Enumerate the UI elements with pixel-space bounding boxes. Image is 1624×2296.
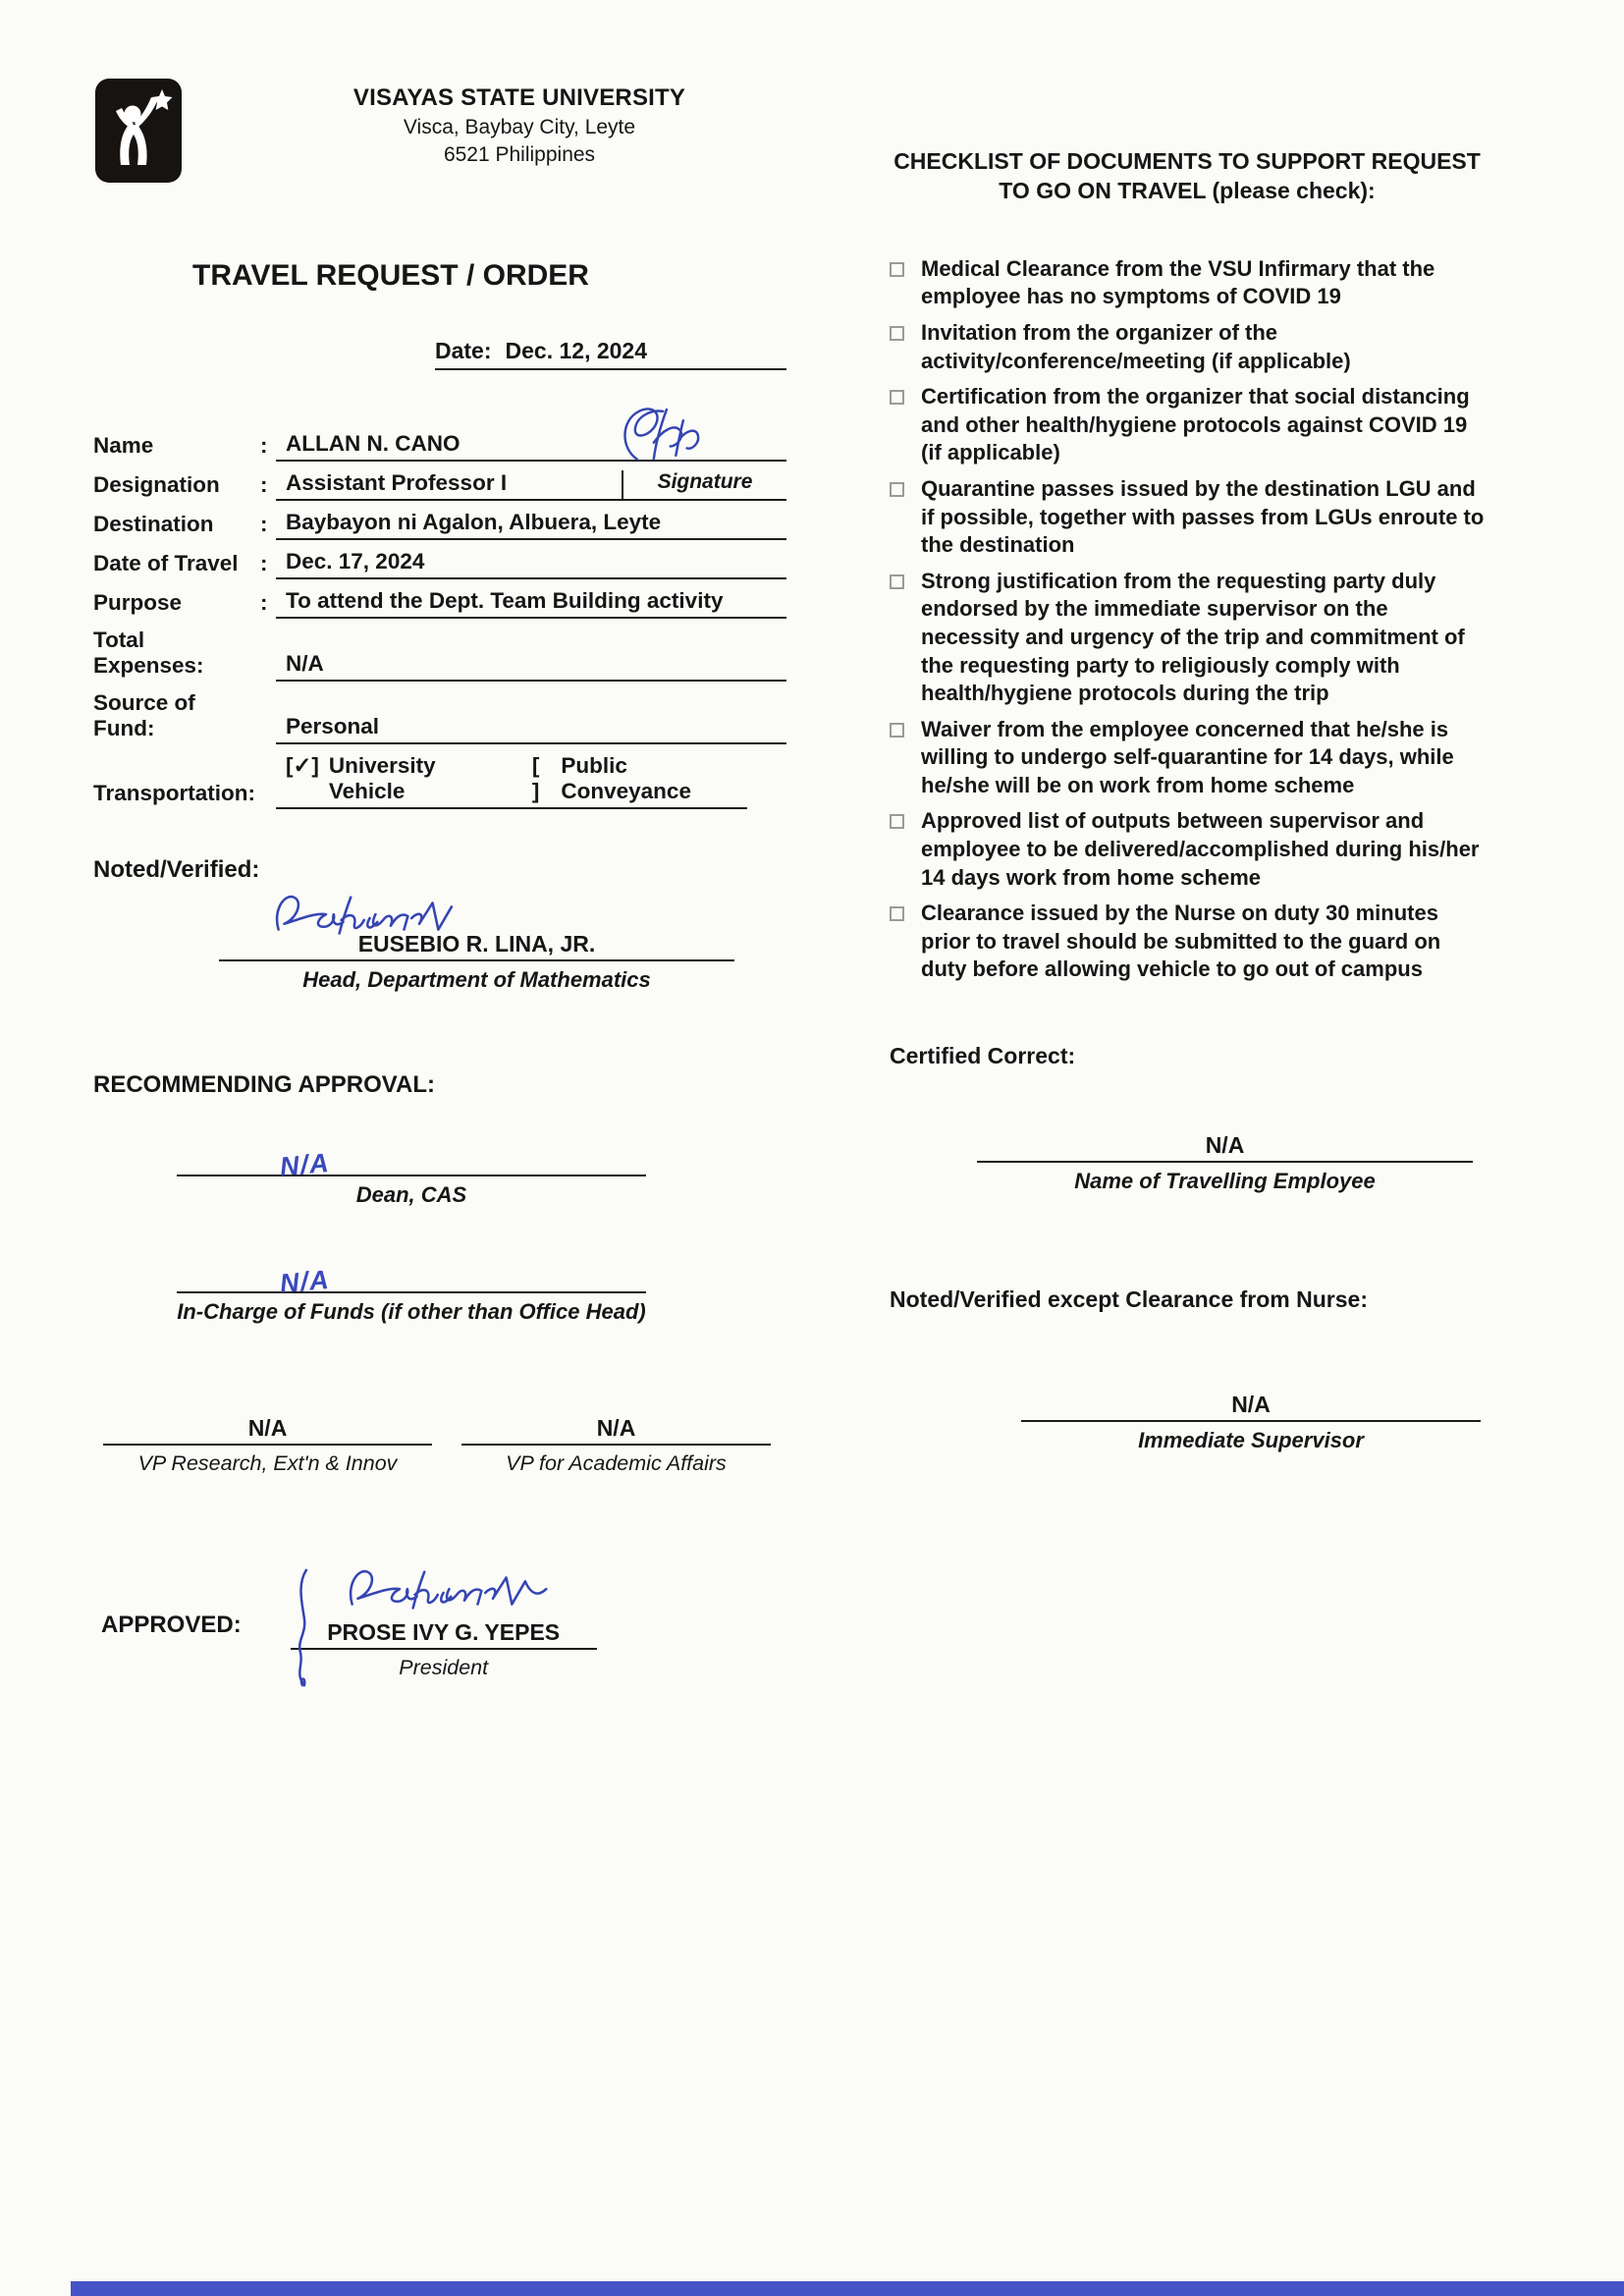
field-row-date-of-travel <box>93 549 786 579</box>
vsu-logo-icon <box>93 77 184 185</box>
checklist-item-text: Medical Clearance from the VSU Infirmary that the employee has no symptoms of COVID 19 <box>921 255 1435 309</box>
field-colon: : <box>260 433 268 458</box>
field-label: Name <box>93 433 154 458</box>
checklist <box>884 255 1490 984</box>
checklist-item <box>884 475 1490 560</box>
checklist-item-text: Certification from the organizer that social distancing and other health/hygiene protocols against COVID 19 (if applicable) <box>921 384 1470 465</box>
checkbox-icon <box>890 390 904 405</box>
field-row-purpose <box>93 588 786 619</box>
dean-approval-block <box>93 1147 786 1208</box>
checkbox-empty-mark: [ ] <box>531 753 540 803</box>
scan-artifact-strip <box>71 2281 1624 2296</box>
field-colon <box>260 741 276 744</box>
immediate-supervisor-title: Immediate Supervisor <box>1138 1428 1364 1453</box>
letterhead <box>93 77 786 185</box>
field-row-destination <box>93 510 786 540</box>
date-label: Date: <box>435 338 492 363</box>
field-colon <box>260 679 276 682</box>
certified-correct-label: Certified Correct: <box>890 1043 1076 1069</box>
vp-research-title: VP Research, Ext'n & Innov <box>137 1451 398 1475</box>
document-title: TRAVEL REQUEST / ORDER <box>192 259 589 292</box>
recommending-approval-label: RECOMMENDING APPROVAL: <box>93 1071 435 1098</box>
checkbox-icon <box>890 482 904 497</box>
president-signature-block <box>291 1570 597 1680</box>
field-value: Personal <box>276 714 786 744</box>
checklist-item <box>884 807 1490 892</box>
field-colon <box>260 806 276 809</box>
checklist-item <box>884 900 1490 984</box>
left-column <box>93 77 786 1680</box>
signature-ink-president <box>342 1560 553 1621</box>
checkbox-icon <box>890 574 904 589</box>
field-colon: : <box>260 551 268 575</box>
immediate-supervisor-block <box>1021 1392 1481 1453</box>
checklist-item-text: Invitation from the organizer of the activity/conference/meeting (if applicable) <box>921 319 1351 373</box>
checklist-heading-line2: TO GO ON TRAVEL (please check): <box>999 177 1376 203</box>
signature-caption-cell: Signature <box>622 470 786 501</box>
checkbox-icon <box>890 326 904 341</box>
field-label: Total Expenses: <box>93 628 204 678</box>
checklist-item-text: Clearance issued by the Nurse on duty 30 minutes prior to travel should be submitted to the guard on duty before allowing vehicle to go out of campus <box>921 901 1441 982</box>
field-value: ALLAN N. CANO <box>276 431 786 462</box>
letterhead-text <box>184 77 786 167</box>
funds-approval-block <box>93 1264 786 1325</box>
field-row-total-expenses <box>93 628 786 682</box>
checklist-item-text: Quarantine passes issued by the destination LGU and if possible, together with passes from LGUs enroute to the destination <box>921 475 1485 558</box>
funds-title: In-Charge of Funds (if other than Office Head) <box>177 1299 646 1324</box>
vp-academic-value: N/A <box>461 1415 771 1446</box>
checklist-item-text: Strong justification from the requesting party duly endorsed by the immediate supervisor on the necessity and urgency of the trip and commitment of the requesting party to religiously comply with health/hygiene protocols during the trip <box>921 568 1465 706</box>
noted-verified-title: Head, Department of Mathematics <box>302 967 651 992</box>
travelling-employee-title: Name of Travelling Employee <box>1074 1169 1376 1194</box>
checklist-item <box>884 568 1490 708</box>
noted-verified-name: EUSEBIO R. LINA, JR. <box>219 931 734 961</box>
field-value: Baybayon ni Agalon, Albuera, Leyte <box>276 510 786 540</box>
signature-ink-eusebio-lina <box>268 886 479 947</box>
checklist-item-text: Waiver from the employee concerned that he/she is willing to undergo self-quarantine for 14 days, while he/she will be on work from home scheme <box>921 716 1454 797</box>
field-row-source-of-fund <box>93 690 786 744</box>
field-row-transportation <box>93 753 786 809</box>
field-value: Dec. 17, 2024 <box>276 549 786 579</box>
field-value: To attend the Dept. Team Building activity <box>276 588 786 619</box>
noted-except-label: Noted/Verified except Clearance from Nurse: <box>890 1286 1368 1313</box>
field-value: Assistant Professor I <box>276 470 622 501</box>
date-value: Dec. 12, 2024 <box>505 338 648 363</box>
approved-section <box>93 1570 786 1680</box>
signature-ink-allan-cano <box>606 400 726 478</box>
field-label: Date of Travel <box>93 551 239 575</box>
handwritten-na-dean: N/A <box>278 1147 332 1182</box>
field-label: Designation <box>93 472 220 497</box>
president-title: President <box>399 1656 489 1679</box>
checkbox-icon <box>890 814 904 829</box>
president-name: PROSE IVY G. YEPES <box>291 1619 597 1650</box>
university-name: VISAYAS STATE UNIVERSITY <box>352 84 686 111</box>
immediate-supervisor-value: N/A <box>1021 1392 1481 1422</box>
transportation-options <box>276 753 747 809</box>
dean-title: Dean, CAS <box>355 1182 467 1207</box>
transport-option-public-conveyance: Public Conveyance <box>561 753 691 803</box>
noted-verified-label: Noted/Verified: <box>93 856 260 883</box>
checklist-heading <box>884 147 1490 206</box>
handwritten-na-funds: N/A <box>278 1264 332 1299</box>
field-label: Source of Fund: <box>93 690 195 740</box>
checklist-item <box>884 383 1490 467</box>
field-label: Transportation: <box>93 781 256 805</box>
transport-option-university-vehicle: University Vehicle <box>328 753 436 803</box>
travelling-employee-block <box>977 1132 1473 1194</box>
dean-handwritten-row <box>93 1147 786 1182</box>
checkbox-icon <box>890 262 904 277</box>
vp-approvals-row <box>93 1415 786 1476</box>
vp-academic-block <box>461 1415 771 1476</box>
checklist-heading-line1: CHECKLIST OF DOCUMENTS TO SUPPORT REQUEST <box>893 148 1481 174</box>
vp-academic-title: VP for Academic Affairs <box>506 1451 727 1475</box>
field-colon: : <box>260 512 268 536</box>
checkbox-checked-mark: [✓] <box>286 753 319 778</box>
field-label: Purpose <box>93 590 183 615</box>
checkbox-icon <box>890 723 904 738</box>
travelling-employee-value: N/A <box>977 1132 1473 1163</box>
date-field <box>435 338 786 370</box>
field-colon: : <box>260 472 268 497</box>
checklist-item <box>884 716 1490 800</box>
field-colon: : <box>260 590 268 615</box>
signature-ink-flourish <box>291 1566 316 1689</box>
approved-label: APPROVED: <box>101 1612 242 1638</box>
checklist-item <box>884 319 1490 375</box>
checkbox-icon <box>890 906 904 921</box>
vp-research-value: N/A <box>103 1415 432 1446</box>
field-value: N/A <box>276 651 786 682</box>
checklist-item-text: Approved list of outputs between supervisor and employee to be delivered/accomplished during his/her 14 days work from home scheme <box>921 808 1480 890</box>
form-fields <box>93 431 786 809</box>
checklist-item <box>884 255 1490 311</box>
university-address-line2: 6521 Philippines <box>443 143 596 166</box>
funds-handwritten-row <box>93 1264 786 1299</box>
field-label: Destination <box>93 512 214 536</box>
university-address-line1: Visca, Baybay City, Leyte <box>403 116 636 138</box>
vp-research-block <box>103 1415 432 1476</box>
noted-verified-section <box>93 856 786 993</box>
checklist-column <box>884 147 1490 1453</box>
